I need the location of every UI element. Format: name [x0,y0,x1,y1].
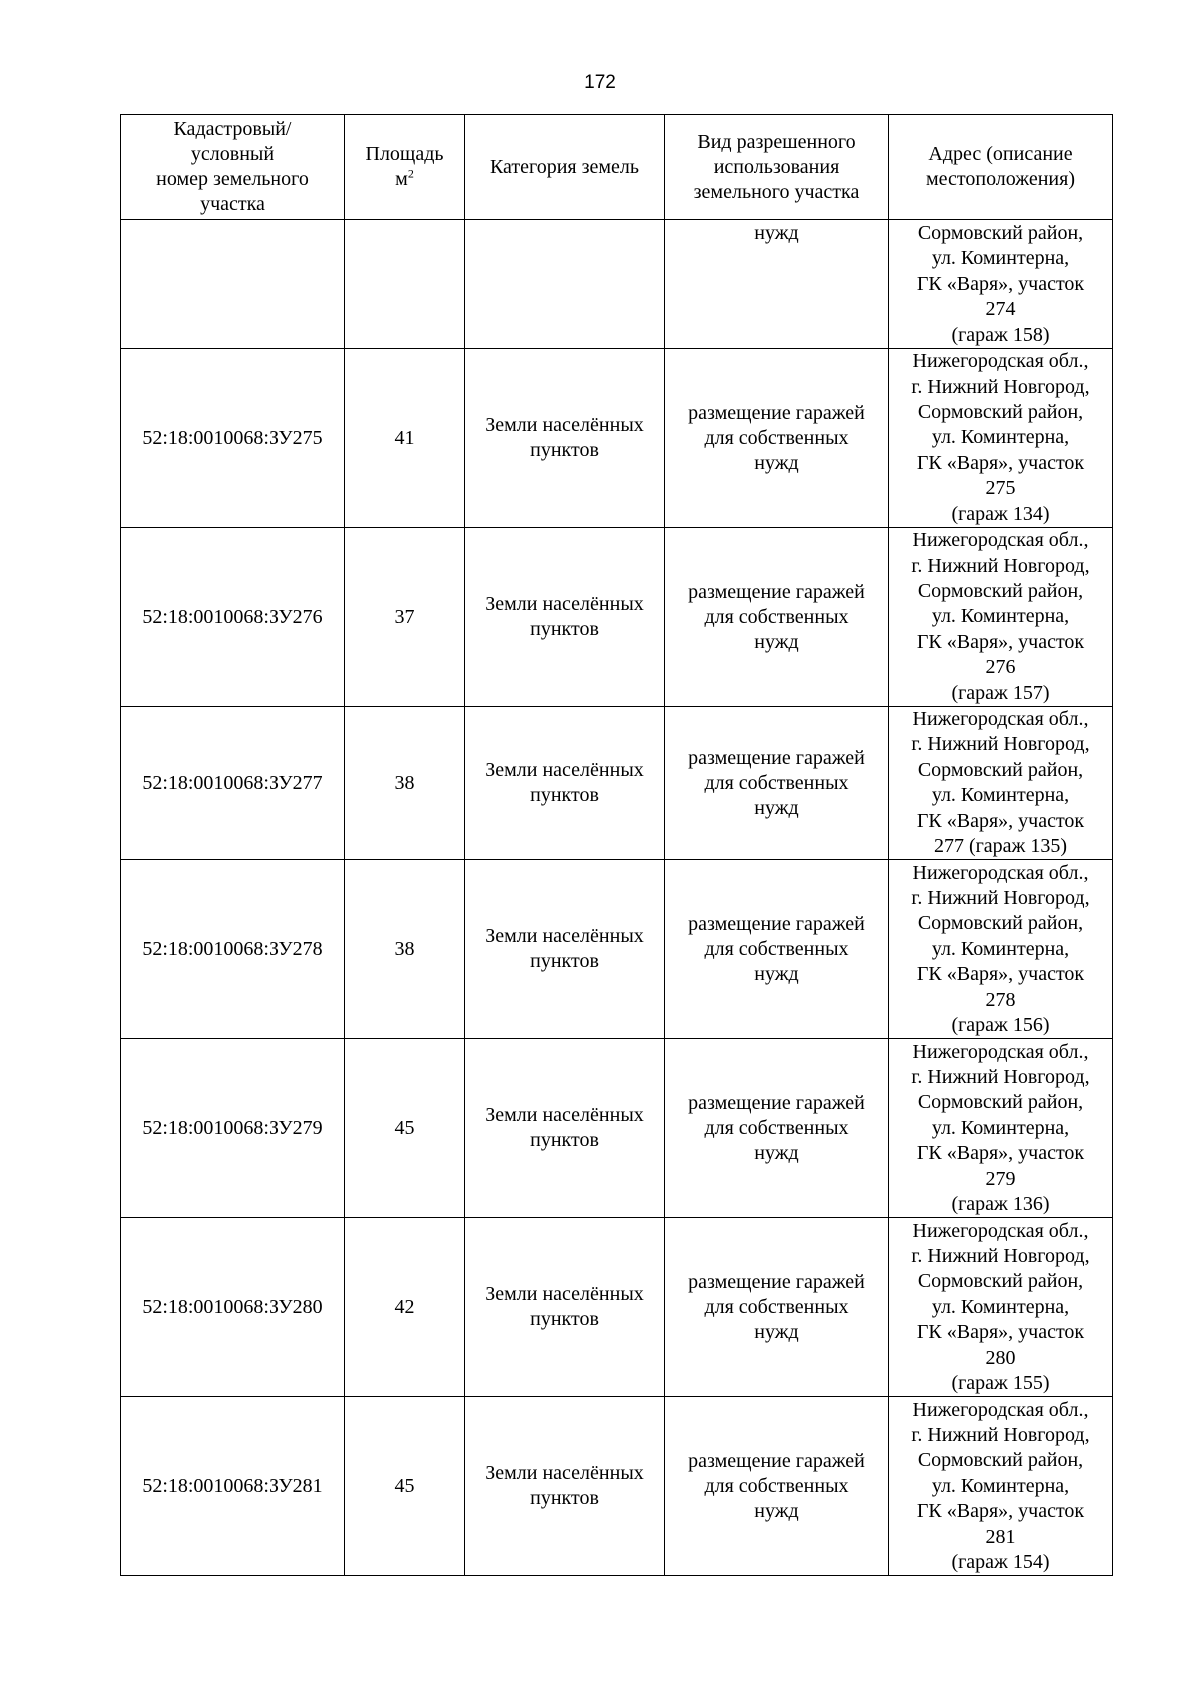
header-cadastral-number [121,115,345,220]
address-line: 280 [985,1346,1016,1369]
use-cell [665,528,889,707]
use-line: размещение гаражей [688,1449,865,1472]
header-address-line: Адрес (описание [928,143,1073,165]
cadastral-cell: 52:18:0010068:ЗУ279 [121,1039,345,1218]
address-cell [889,349,1113,528]
use-cell [665,1397,889,1576]
use-cell [665,1218,889,1397]
table-row-continuation [121,220,1113,349]
address-cell [889,1039,1113,1218]
address-line: Нижегородская обл., [912,1219,1089,1242]
header-cadastral-line: номер земельного [156,168,309,190]
area-cell: 37 [345,528,465,707]
address-line: ГК «Варя», участок [916,630,1085,653]
address-line: Сормовский район, [917,1091,1084,1114]
table-row [121,1397,1113,1576]
address-line: ул. Коминтерна, [931,1116,1070,1139]
table-row [121,1218,1113,1397]
address-line: (гараж 134) [951,502,1050,525]
address-line: г. Нижний Новгород, [911,733,1090,756]
header-category: Категория земель [465,115,665,220]
area-cell: 42 [345,1218,465,1397]
address-line: (гараж 155) [951,1371,1050,1394]
header-address [889,115,1113,220]
address-line: (гараж 154) [951,1550,1050,1573]
area-unit-superscript: 2 [407,166,414,181]
address-line: ГК «Варя», участок [916,272,1085,295]
header-use-line: использования [713,155,840,178]
use-cell [665,349,889,528]
land-plots-table [120,114,1113,1576]
header-area-unit [349,167,460,192]
address-line: ул. Коминтерна, [931,937,1070,960]
use-line: для собственных [704,1116,849,1139]
address-line: 275 [985,477,1016,500]
table-header-row [121,115,1113,220]
use-line: для собственных [704,937,849,960]
address-cell [889,860,1113,1039]
header-use-line: Вид разрешенного [697,130,856,153]
address-line: Сормовский район, [917,912,1084,935]
use-line: для собственных [704,1295,849,1318]
use-cell [665,1039,889,1218]
area-cell: 41 [345,349,465,528]
address-line: Сормовский район, [917,400,1084,423]
category-cell: Земли населённых пунктов [465,528,665,707]
use-line: для собственных [704,1474,849,1497]
category-cell: Земли населённых пунктов [465,1397,665,1576]
address-line: Нижегородская обл., [912,350,1089,373]
address-line: г. Нижний Новгород, [911,886,1090,909]
address-line: 274 [985,298,1016,321]
address-line: ул. Коминтерна, [931,1295,1070,1318]
header-permitted-use [665,115,889,220]
address-line: 278 [985,988,1016,1011]
area-cell: 45 [345,1039,465,1218]
address-line: Нижегородская обл., [912,529,1089,552]
address-line: (гараж 158) [951,323,1050,346]
address-line: 277 (гараж 135) [933,835,1068,858]
use-line: нужд [754,796,799,819]
use-cell [665,707,889,860]
header-area-label: Площадь [365,143,444,165]
cadastral-cell: 52:18:0010068:ЗУ280 [121,1218,345,1397]
area-cell [345,220,465,349]
category-cell: Земли населённых пунктов [465,1218,665,1397]
address-line: (гараж 136) [951,1192,1050,1215]
use-line: размещение гаражей [688,401,865,424]
category-cell: Земли населённых пунктов [465,349,665,528]
category-cell: Земли населённых пунктов [465,1039,665,1218]
address-line: Сормовский район, [917,579,1084,602]
address-line: 281 [985,1525,1016,1548]
cadastral-cell: 52:18:0010068:ЗУ275 [121,349,345,528]
address-cell [889,707,1113,860]
header-area [345,115,465,220]
cadastral-cell: 52:18:0010068:ЗУ278 [121,860,345,1039]
address-line: ГК «Варя», участок [916,451,1085,474]
category-cell: Земли населённых пунктов [465,707,665,860]
area-cell: 38 [345,707,465,860]
address-cell [889,1218,1113,1397]
use-line: для собственных [704,771,849,794]
address-cell [889,220,1113,349]
address-line: ул. Коминтерна, [931,784,1070,807]
address-line: ГК «Варя», участок [916,809,1085,832]
address-line: ул. Коминтерна, [931,426,1070,449]
address-cell [889,528,1113,707]
address-line: г. Нижний Новгород, [911,1244,1090,1267]
cadastral-cell: 52:18:0010068:ЗУ276 [121,528,345,707]
address-line: Сормовский район, [917,758,1084,781]
header-address-line: местоположения) [925,168,1075,190]
table-row [121,707,1113,860]
header-cadastral-line: Кадастровый/ [173,118,292,140]
address-line: Сормовский район, [917,1449,1084,1472]
use-line: размещение гаражей [688,580,865,603]
address-line: Сормовский район, [917,222,1084,244]
address-line: Нижегородская обл., [912,708,1089,731]
use-line: размещение гаражей [688,746,865,769]
address-line: г. Нижний Новгород, [911,554,1090,577]
address-line: Сормовский район, [917,1270,1084,1293]
area-unit: м [395,168,408,190]
cadastral-cell: 52:18:0010068:ЗУ281 [121,1397,345,1576]
address-line: ул. Коминтерна, [931,605,1070,628]
address-line: 279 [985,1167,1016,1190]
header-cadastral-line: условный [190,143,275,165]
address-line: ГК «Варя», участок [916,1142,1085,1165]
address-line: Нижегородская обл., [912,1398,1089,1421]
area-cell: 45 [345,1397,465,1576]
address-line: Нижегородская обл., [912,861,1089,884]
address-line: г. Нижний Новгород, [911,1423,1090,1446]
table-row [121,860,1113,1039]
address-line: ул. Коминтерна, [931,247,1070,270]
use-line: нужд [754,1499,799,1522]
use-line: нужд [754,1320,799,1343]
use-line: нужд [754,1141,799,1164]
header-cadastral-line: участка [200,193,265,215]
cadastral-cell [121,220,345,349]
address-line: Нижегородская обл., [912,1040,1089,1063]
address-line: 276 [985,656,1016,679]
use-line: размещение гаражей [688,912,865,935]
category-cell [465,220,665,349]
page-number: 172 [584,72,616,93]
use-line: нужд [754,451,799,474]
table-row [121,528,1113,707]
use-line: для собственных [704,426,849,449]
use-cell [665,860,889,1039]
address-line: ГК «Варя», участок [916,1500,1085,1523]
use-line: размещение гаражей [688,1270,865,1293]
use-cell: нужд [665,220,889,349]
address-line: г. Нижний Новгород, [911,1065,1090,1088]
table-row [121,1039,1113,1218]
address-line: ул. Коминтерна, [931,1474,1070,1497]
address-line: (гараж 156) [951,1013,1050,1036]
header-use-line: земельного участка [693,180,860,203]
use-line: для собственных [704,605,849,628]
address-line: г. Нижний Новгород, [911,375,1090,398]
address-line: (гараж 157) [951,681,1050,704]
cadastral-cell: 52:18:0010068:ЗУ277 [121,707,345,860]
address-cell [889,1397,1113,1576]
table-row [121,349,1113,528]
use-line: размещение гаражей [688,1091,865,1114]
use-line: нужд [754,630,799,653]
address-line: ГК «Варя», участок [916,1321,1085,1344]
category-cell: Земли населённых пунктов [465,860,665,1039]
area-cell: 38 [345,860,465,1039]
address-line: ГК «Варя», участок [916,963,1085,986]
use-line: нужд [754,962,799,985]
